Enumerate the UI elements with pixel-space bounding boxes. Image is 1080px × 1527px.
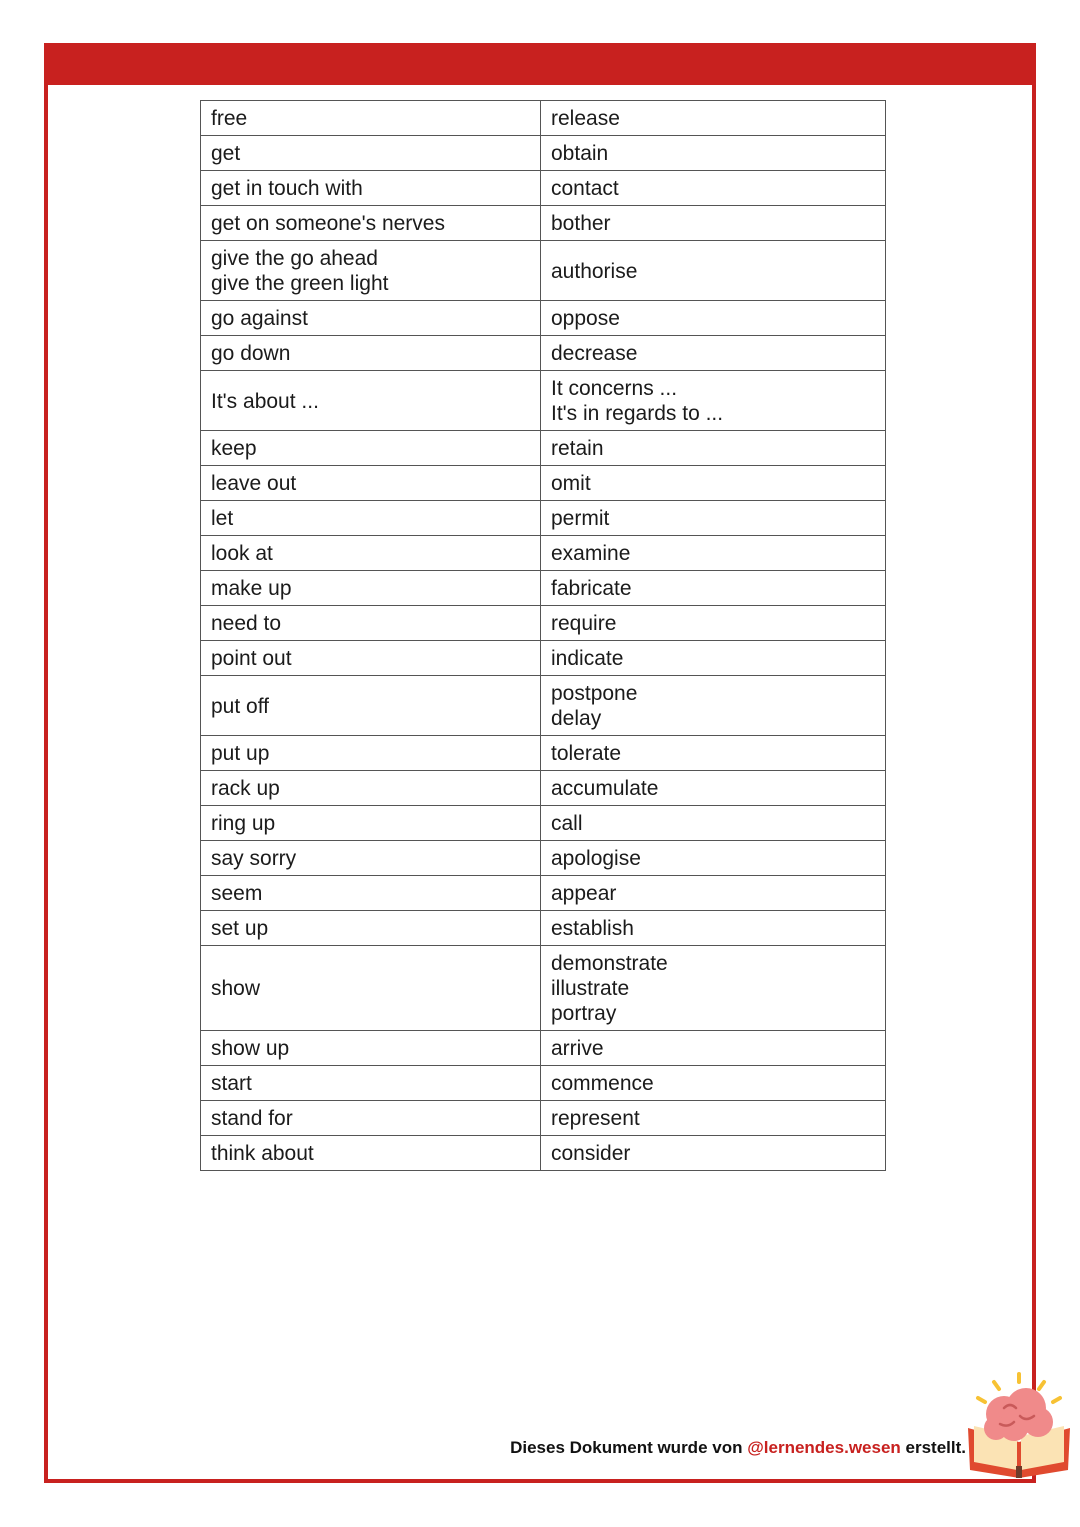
informal-term: start: [201, 1066, 541, 1101]
informal-term: say sorry: [201, 841, 541, 876]
informal-term: keep: [201, 431, 541, 466]
vocabulary-row: [201, 946, 886, 1031]
formal-equivalent: establish: [541, 911, 886, 946]
formal-equivalent: omit: [541, 466, 886, 501]
informal-term: ring up: [201, 806, 541, 841]
vocabulary-row: [201, 171, 886, 206]
formal-equivalent: call: [541, 806, 886, 841]
formal-equivalent: It concerns ... It's in regards to ...: [541, 371, 886, 431]
vocabulary-row: [201, 301, 886, 336]
informal-term: think about: [201, 1136, 541, 1171]
formal-equivalent: appear: [541, 876, 886, 911]
formal-equivalent: represent: [541, 1101, 886, 1136]
vocabulary-row: [201, 371, 886, 431]
vocabulary-row: [201, 336, 886, 371]
formal-equivalent: permit: [541, 501, 886, 536]
formal-equivalent: obtain: [541, 136, 886, 171]
vocabulary-row: [201, 206, 886, 241]
vocabulary-row: [201, 1136, 886, 1171]
informal-term: look at: [201, 536, 541, 571]
informal-term: get: [201, 136, 541, 171]
informal-term: point out: [201, 641, 541, 676]
informal-term: go against: [201, 301, 541, 336]
author-handle-link[interactable]: @lernendes.wesen: [747, 1438, 901, 1457]
formal-equivalent: postpone delay: [541, 676, 886, 736]
vocabulary-table: [200, 100, 886, 1171]
formal-equivalent: oppose: [541, 301, 886, 336]
informal-term: put off: [201, 676, 541, 736]
informal-term: need to: [201, 606, 541, 641]
vocabulary-row: [201, 1066, 886, 1101]
vocabulary-row: [201, 841, 886, 876]
informal-term: give the go ahead give the green light: [201, 241, 541, 301]
formal-equivalent: arrive: [541, 1031, 886, 1066]
vocabulary-table-body: [201, 101, 886, 1171]
brain-on-book-icon: [964, 1370, 1074, 1480]
informal-term: show up: [201, 1031, 541, 1066]
informal-term: make up: [201, 571, 541, 606]
footer-credit-prefix: Dieses Dokument wurde von: [510, 1438, 748, 1457]
vocabulary-row: [201, 736, 886, 771]
vocabulary-row: [201, 431, 886, 466]
formal-equivalent: bother: [541, 206, 886, 241]
vocabulary-row: [201, 911, 886, 946]
formal-equivalent: commence: [541, 1066, 886, 1101]
vocabulary-row: [201, 771, 886, 806]
formal-equivalent: indicate: [541, 641, 886, 676]
formal-equivalent: retain: [541, 431, 886, 466]
footer-credit-suffix: erstellt.: [900, 1438, 966, 1457]
vocabulary-row: [201, 1101, 886, 1136]
formal-equivalent: accumulate: [541, 771, 886, 806]
informal-term: get on someone's nerves: [201, 206, 541, 241]
formal-equivalent: decrease: [541, 336, 886, 371]
formal-equivalent: fabricate: [541, 571, 886, 606]
informal-term: rack up: [201, 771, 541, 806]
formal-equivalent: authorise: [541, 241, 886, 301]
informal-term: let: [201, 501, 541, 536]
vocabulary-row: [201, 466, 886, 501]
informal-term: stand for: [201, 1101, 541, 1136]
formal-equivalent: require: [541, 606, 886, 641]
formal-equivalent: consider: [541, 1136, 886, 1171]
vocabulary-row: [201, 1031, 886, 1066]
brain-icon: [984, 1388, 1053, 1441]
informal-term: It's about ...: [201, 371, 541, 431]
vocabulary-row: [201, 571, 886, 606]
formal-equivalent: examine: [541, 536, 886, 571]
vocabulary-row: [201, 876, 886, 911]
formal-equivalent: demonstrate illustrate portray: [541, 946, 886, 1031]
vocabulary-row: [201, 101, 886, 136]
formal-equivalent: contact: [541, 171, 886, 206]
footer-credit: [510, 1438, 966, 1458]
informal-term: put up: [201, 736, 541, 771]
vocabulary-row: [201, 606, 886, 641]
informal-term: free: [201, 101, 541, 136]
vocabulary-row: [201, 676, 886, 736]
informal-term: leave out: [201, 466, 541, 501]
vocabulary-row: [201, 536, 886, 571]
vocabulary-row: [201, 806, 886, 841]
formal-equivalent: release: [541, 101, 886, 136]
formal-equivalent: tolerate: [541, 736, 886, 771]
vocabulary-row: [201, 501, 886, 536]
informal-term: show: [201, 946, 541, 1031]
informal-term: get in touch with: [201, 171, 541, 206]
vocabulary-row: [201, 136, 886, 171]
informal-term: go down: [201, 336, 541, 371]
informal-term: set up: [201, 911, 541, 946]
formal-equivalent: apologise: [541, 841, 886, 876]
vocabulary-row: [201, 241, 886, 301]
informal-term: seem: [201, 876, 541, 911]
vocabulary-row: [201, 641, 886, 676]
